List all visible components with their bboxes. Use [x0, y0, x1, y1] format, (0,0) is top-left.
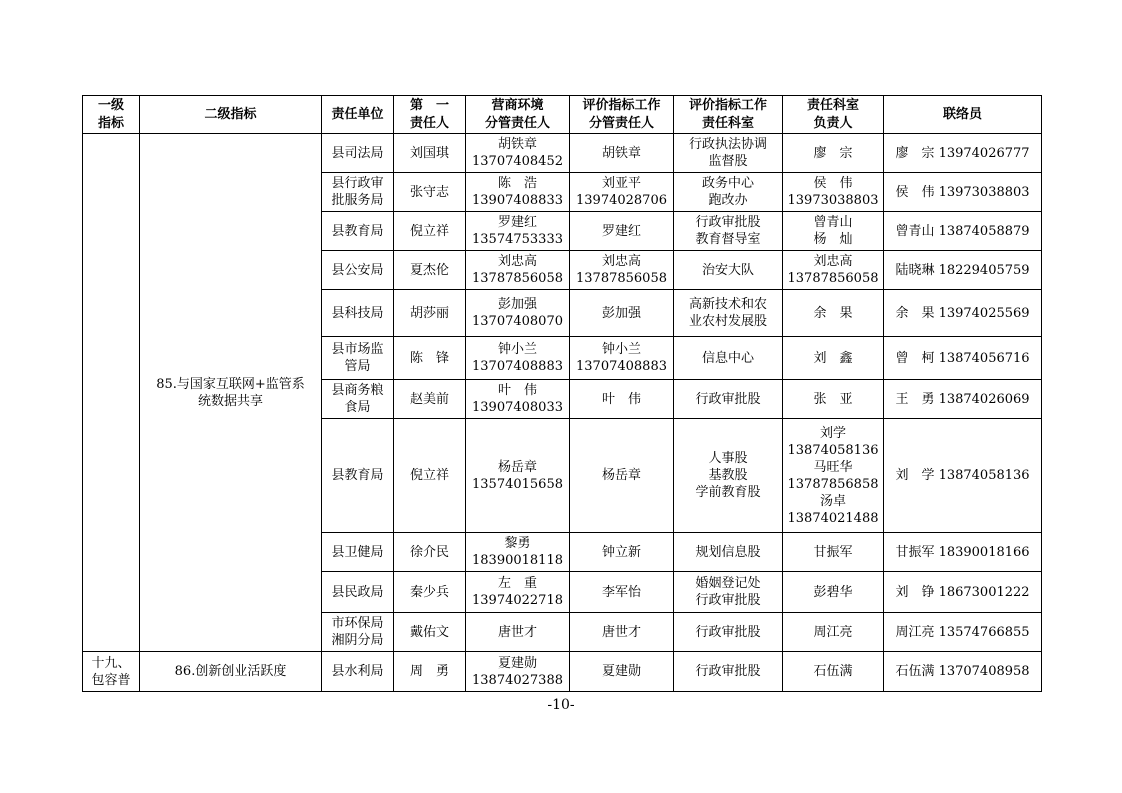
unit-cell: 县市场监 管局: [322, 337, 394, 380]
level2-cell: 85.与国家互联网+监管系 统数据共享: [140, 134, 322, 652]
biz-cell: 杨岳章 13574015658: [466, 419, 570, 533]
contact-cell: 廖 宗 13974026777: [884, 134, 1042, 173]
eval-cell: 罗建红: [570, 212, 674, 251]
first-cell: 夏杰伦: [394, 251, 466, 290]
eval-cell: 唐世才: [570, 613, 674, 652]
contact-cell: 曾 柯 13874056716: [884, 337, 1042, 380]
first-cell: 周 勇: [394, 652, 466, 692]
header-dept-head: 责任科室 负责人: [783, 96, 884, 134]
dept-cell: 行政审批股: [674, 613, 783, 652]
contact-cell: 刘 铮 18673001222: [884, 572, 1042, 613]
dept-cell: 行政审批股 教育督导室: [674, 212, 783, 251]
contact-cell: 侯 伟 13973038803: [884, 173, 1042, 212]
header-business-env: 营商环境 分管责任人: [466, 96, 570, 134]
page-number: -10-: [547, 697, 575, 713]
head-cell: 石伍满: [783, 652, 884, 692]
unit-cell: 市环保局 湘阴分局: [322, 613, 394, 652]
unit-cell: 县水利局: [322, 652, 394, 692]
header-contact: 联络员: [884, 96, 1042, 134]
head-cell: 张 亚: [783, 380, 884, 419]
biz-cell: 彭加强 13707408070: [466, 290, 570, 337]
eval-cell: 夏建勋: [570, 652, 674, 692]
dept-cell: 治安大队: [674, 251, 783, 290]
first-cell: 刘国琪: [394, 134, 466, 173]
header-level2: 二级指标: [140, 96, 322, 134]
first-cell: 陈 锋: [394, 337, 466, 380]
contact-cell: 刘 学 13874058136: [884, 419, 1042, 533]
dept-cell: 行政执法协调 监督股: [674, 134, 783, 173]
header-level1: 一级 指标: [83, 96, 140, 134]
first-cell: 戴佑文: [394, 613, 466, 652]
eval-cell: 钟小兰 13707408883: [570, 337, 674, 380]
dept-cell: 行政审批股: [674, 380, 783, 419]
first-cell: 秦少兵: [394, 572, 466, 613]
biz-cell: 罗建红 13574753333: [466, 212, 570, 251]
first-cell: 张守志: [394, 173, 466, 212]
dept-cell: 行政审批股: [674, 652, 783, 692]
head-cell: 廖 宗: [783, 134, 884, 173]
contact-cell: 石伍满 13707408958: [884, 652, 1042, 692]
biz-cell: 黎勇 18390018118: [466, 533, 570, 572]
unit-cell: 县公安局: [322, 251, 394, 290]
unit-cell: 县教育局: [322, 212, 394, 251]
first-cell: 赵美前: [394, 380, 466, 419]
unit-cell: 县民政局: [322, 572, 394, 613]
biz-cell: 唐世才: [466, 613, 570, 652]
dept-cell: 高新技术和农 业农村发展股: [674, 290, 783, 337]
biz-cell: 刘忠高 13787856058: [466, 251, 570, 290]
eval-cell: 杨岳章: [570, 419, 674, 533]
header-row: [83, 96, 1042, 134]
biz-cell: 叶 伟 13907408033: [466, 380, 570, 419]
header-eval-dept: 评价指标工作 责任科室: [674, 96, 783, 134]
head-cell: 刘 鑫: [783, 337, 884, 380]
dept-cell: 规划信息股: [674, 533, 783, 572]
eval-cell: 刘忠高 13787856058: [570, 251, 674, 290]
contact-cell: 余 果 13974025569: [884, 290, 1042, 337]
level2-cell: 86.创新创业活跃度: [140, 652, 322, 692]
unit-cell: 县司法局: [322, 134, 394, 173]
contact-cell: 王 勇 13874026069: [884, 380, 1042, 419]
level1-cell: [83, 134, 140, 652]
unit-cell: 县卫健局: [322, 533, 394, 572]
table-row: [83, 652, 1042, 692]
unit-cell: 县行政审 批服务局: [322, 173, 394, 212]
biz-cell: 钟小兰 13707408883: [466, 337, 570, 380]
head-cell: 周江亮: [783, 613, 884, 652]
eval-cell: 叶 伟: [570, 380, 674, 419]
head-cell: 刘学 13874058136 马旺华 13787856858 汤卓 13874021488: [783, 419, 884, 533]
dept-cell: 婚姻登记处 行政审批股: [674, 572, 783, 613]
header-unit: 责任单位: [322, 96, 394, 134]
eval-cell: 钟立新: [570, 533, 674, 572]
eval-cell: 胡铁章: [570, 134, 674, 173]
dept-cell: 人事股 基教股 学前教育股: [674, 419, 783, 533]
header-first-responsible: 第 一 责任人: [394, 96, 466, 134]
head-cell: 甘振军: [783, 533, 884, 572]
first-cell: 倪立祥: [394, 419, 466, 533]
contact-cell: 陆晓琳 18229405759: [884, 251, 1042, 290]
head-cell: 彭碧华: [783, 572, 884, 613]
table-row: [83, 134, 1042, 173]
first-cell: 徐介民: [394, 533, 466, 572]
biz-cell: 左 重 13974022718: [466, 572, 570, 613]
biz-cell: 胡铁章 13707408452: [466, 134, 570, 173]
contact-cell: 甘振军 18390018166: [884, 533, 1042, 572]
head-cell: 侯 伟 13973038803: [783, 173, 884, 212]
level1-cell: 十九、 包容普: [83, 652, 140, 692]
head-cell: 刘忠高 13787856058: [783, 251, 884, 290]
unit-cell: 县科技局: [322, 290, 394, 337]
header-eval-responsible: 评价指标工作 分管责任人: [570, 96, 674, 134]
eval-cell: 刘亚平 13974028706: [570, 173, 674, 212]
dept-cell: 政务中心 跑改办: [674, 173, 783, 212]
responsibility-table: [82, 95, 1042, 692]
biz-cell: 陈 浩 13907408833: [466, 173, 570, 212]
first-cell: 胡莎丽: [394, 290, 466, 337]
first-cell: 倪立祥: [394, 212, 466, 251]
unit-cell: 县教育局: [322, 419, 394, 533]
contact-cell: 周江亮 13574766855: [884, 613, 1042, 652]
head-cell: 曾青山 杨 灿: [783, 212, 884, 251]
head-cell: 余 果: [783, 290, 884, 337]
unit-cell: 县商务粮 食局: [322, 380, 394, 419]
contact-cell: 曾青山 13874058879: [884, 212, 1042, 251]
biz-cell: 夏建勋 13874027388: [466, 652, 570, 692]
eval-cell: 彭加强: [570, 290, 674, 337]
dept-cell: 信息中心: [674, 337, 783, 380]
eval-cell: 李军怡: [570, 572, 674, 613]
